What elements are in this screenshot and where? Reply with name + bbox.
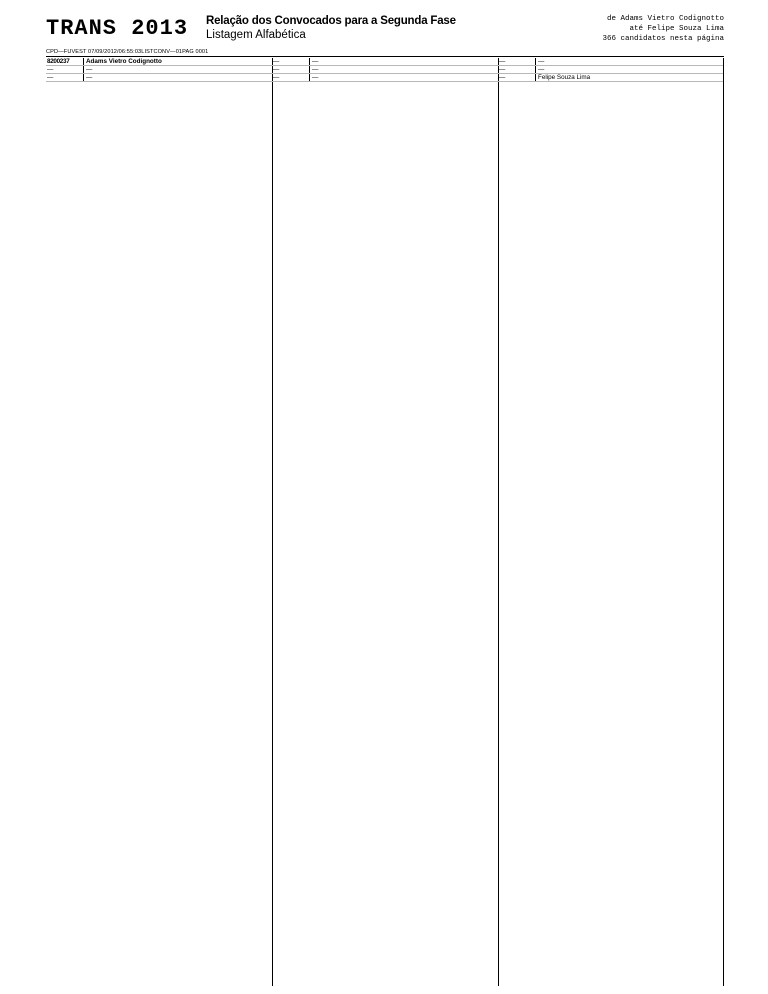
candidate-list xyxy=(46,58,724,986)
range-start: de Adams Vietro Codignotto xyxy=(606,15,724,23)
document-subtitle: Listagem Alfabética xyxy=(206,29,306,41)
candidate-name: — xyxy=(312,66,319,73)
list-column-3 xyxy=(498,58,724,986)
list-item xyxy=(498,58,723,66)
list-item xyxy=(46,58,272,66)
candidate-name: — xyxy=(312,74,319,81)
candidate-name: Felipe Souza Lima xyxy=(538,74,591,81)
candidate-name: — xyxy=(538,66,545,73)
list-column-2 xyxy=(272,58,499,986)
candidate-id: — xyxy=(272,58,310,65)
candidate-id: — xyxy=(46,74,84,81)
list-item xyxy=(498,74,723,82)
candidate-name: — xyxy=(538,58,545,65)
list-item xyxy=(46,74,272,82)
document-title: Relação dos Convocados para a Segunda Fase xyxy=(206,15,456,27)
list-item xyxy=(272,66,498,74)
list-item xyxy=(46,66,272,74)
candidate-id: — xyxy=(46,66,84,73)
candidate-id: — xyxy=(498,58,536,65)
list-item xyxy=(272,58,498,66)
candidate-id: — xyxy=(498,66,536,73)
candidate-id: — xyxy=(272,74,310,81)
candidate-name: — xyxy=(86,66,93,73)
candidate-name: — xyxy=(86,74,93,81)
header xyxy=(46,10,724,48)
page-range-info xyxy=(602,14,724,44)
candidate-name: — xyxy=(312,58,319,65)
range-end: até Felipe Souza Lima xyxy=(629,25,724,33)
header-rule xyxy=(46,56,724,57)
list-item xyxy=(272,74,498,82)
candidate-id: 8200237 xyxy=(46,58,84,65)
print-code: CPD—FUVEST 07/09/2012/06:55:03LISTCONV—01PAG 0001 xyxy=(46,49,209,55)
title-block xyxy=(206,14,566,42)
list-column-1 xyxy=(46,58,273,986)
brand-title: TRANS 2013 xyxy=(46,16,189,41)
candidate-id: — xyxy=(272,66,310,73)
candidate-count: 366 candidatos nesta página xyxy=(602,35,724,43)
candidate-id: — xyxy=(498,74,536,81)
list-item xyxy=(498,66,723,74)
candidate-name: Adams Vietro Codignotto xyxy=(86,58,162,65)
